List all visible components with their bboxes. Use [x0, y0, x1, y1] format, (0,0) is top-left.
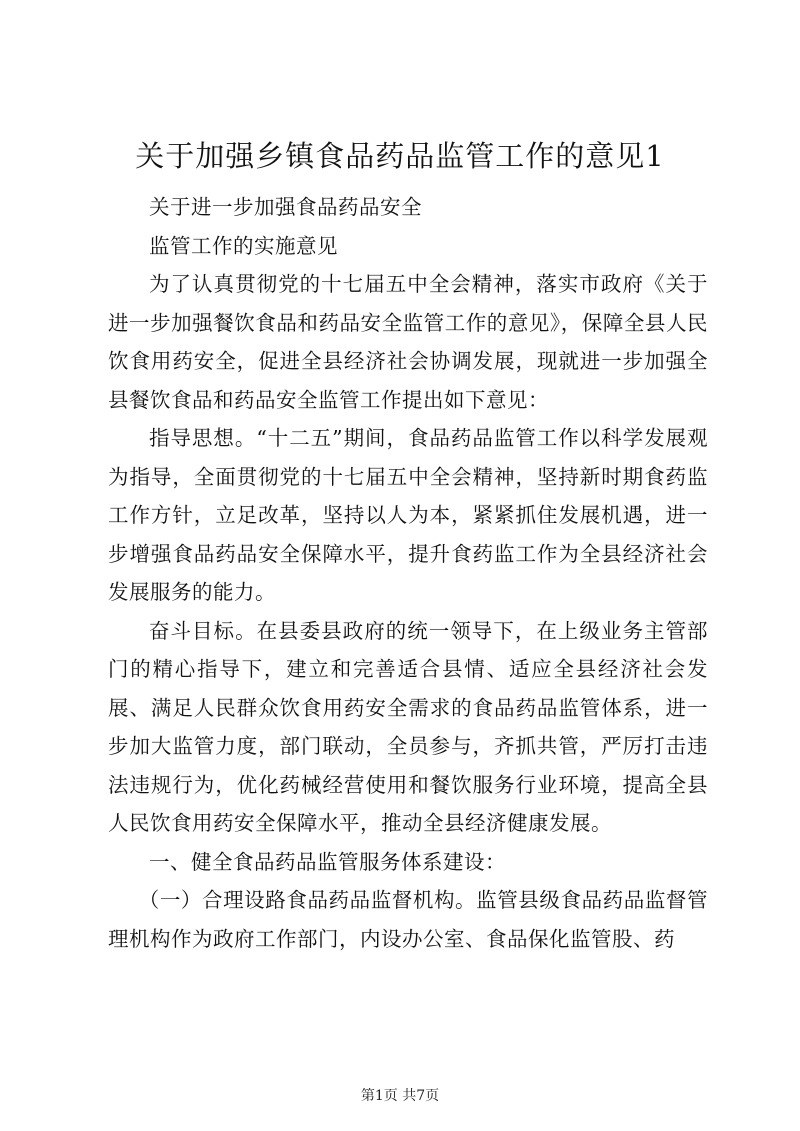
paragraph-guiding-thought: 指导思想。“十二五”期间，食品药品监管工作以科学发展观为指导，全面贯彻党的十七届五中全会精神，坚持新时期食药监工作方针，立足改革，坚持以人为本，紧紧抓住发展机遇，进一步增强食品药品安全保障水平，提升食药监工作为全县经济社会发展服务的能力。 [108, 426, 708, 604]
subtitle-line-1: 关于进一步加强食品药品安全 [149, 195, 422, 219]
document-title: 关于加强乡镇食品药品监管工作的意见1 [135, 139, 665, 173]
section-heading-1: 一、健全食品药品监管服务体系建设： [149, 849, 506, 874]
paragraph-intro: 为了认真贯彻党的十七届五中全会精神，落实市政府《关于进一步加强餐饮食品和药品安全监管工作的意见》，保障全县人民饮食用药安全，促进全县经济社会协调发展，现就进一步加强全县餐饮食品和药品安全监管工作提出如下意见： [108, 272, 708, 412]
paragraph-goals: 奋斗目标。在县委县政府的统一领导下，在上级业务主管部门的精心指导下，建立和完善适合县情、适应全县经济社会发展、满足人民群众饮食用药安全需求的食品药品监管体系，进一步加大监管力度，部门联动，全员参与，齐抓共管，严厉打击违法违规行为，优化药械经营使用和餐饮服务行业环境，提高全县人民饮食用药安全保障水平，推动全县经济健康发展。 [108, 618, 708, 835]
document-body [108, 188, 708, 958]
page-number-footer: 第1页 共7页 [360, 1088, 440, 1104]
subtitle-line-2: 监管工作的实施意见 [149, 233, 338, 258]
paragraph-item-1: （一）合理设路食品药品监督机构。监管县级食品药品监督管理机构作为政府工作部门，内设办公室、食品保化监管股、药 [108, 888, 708, 951]
